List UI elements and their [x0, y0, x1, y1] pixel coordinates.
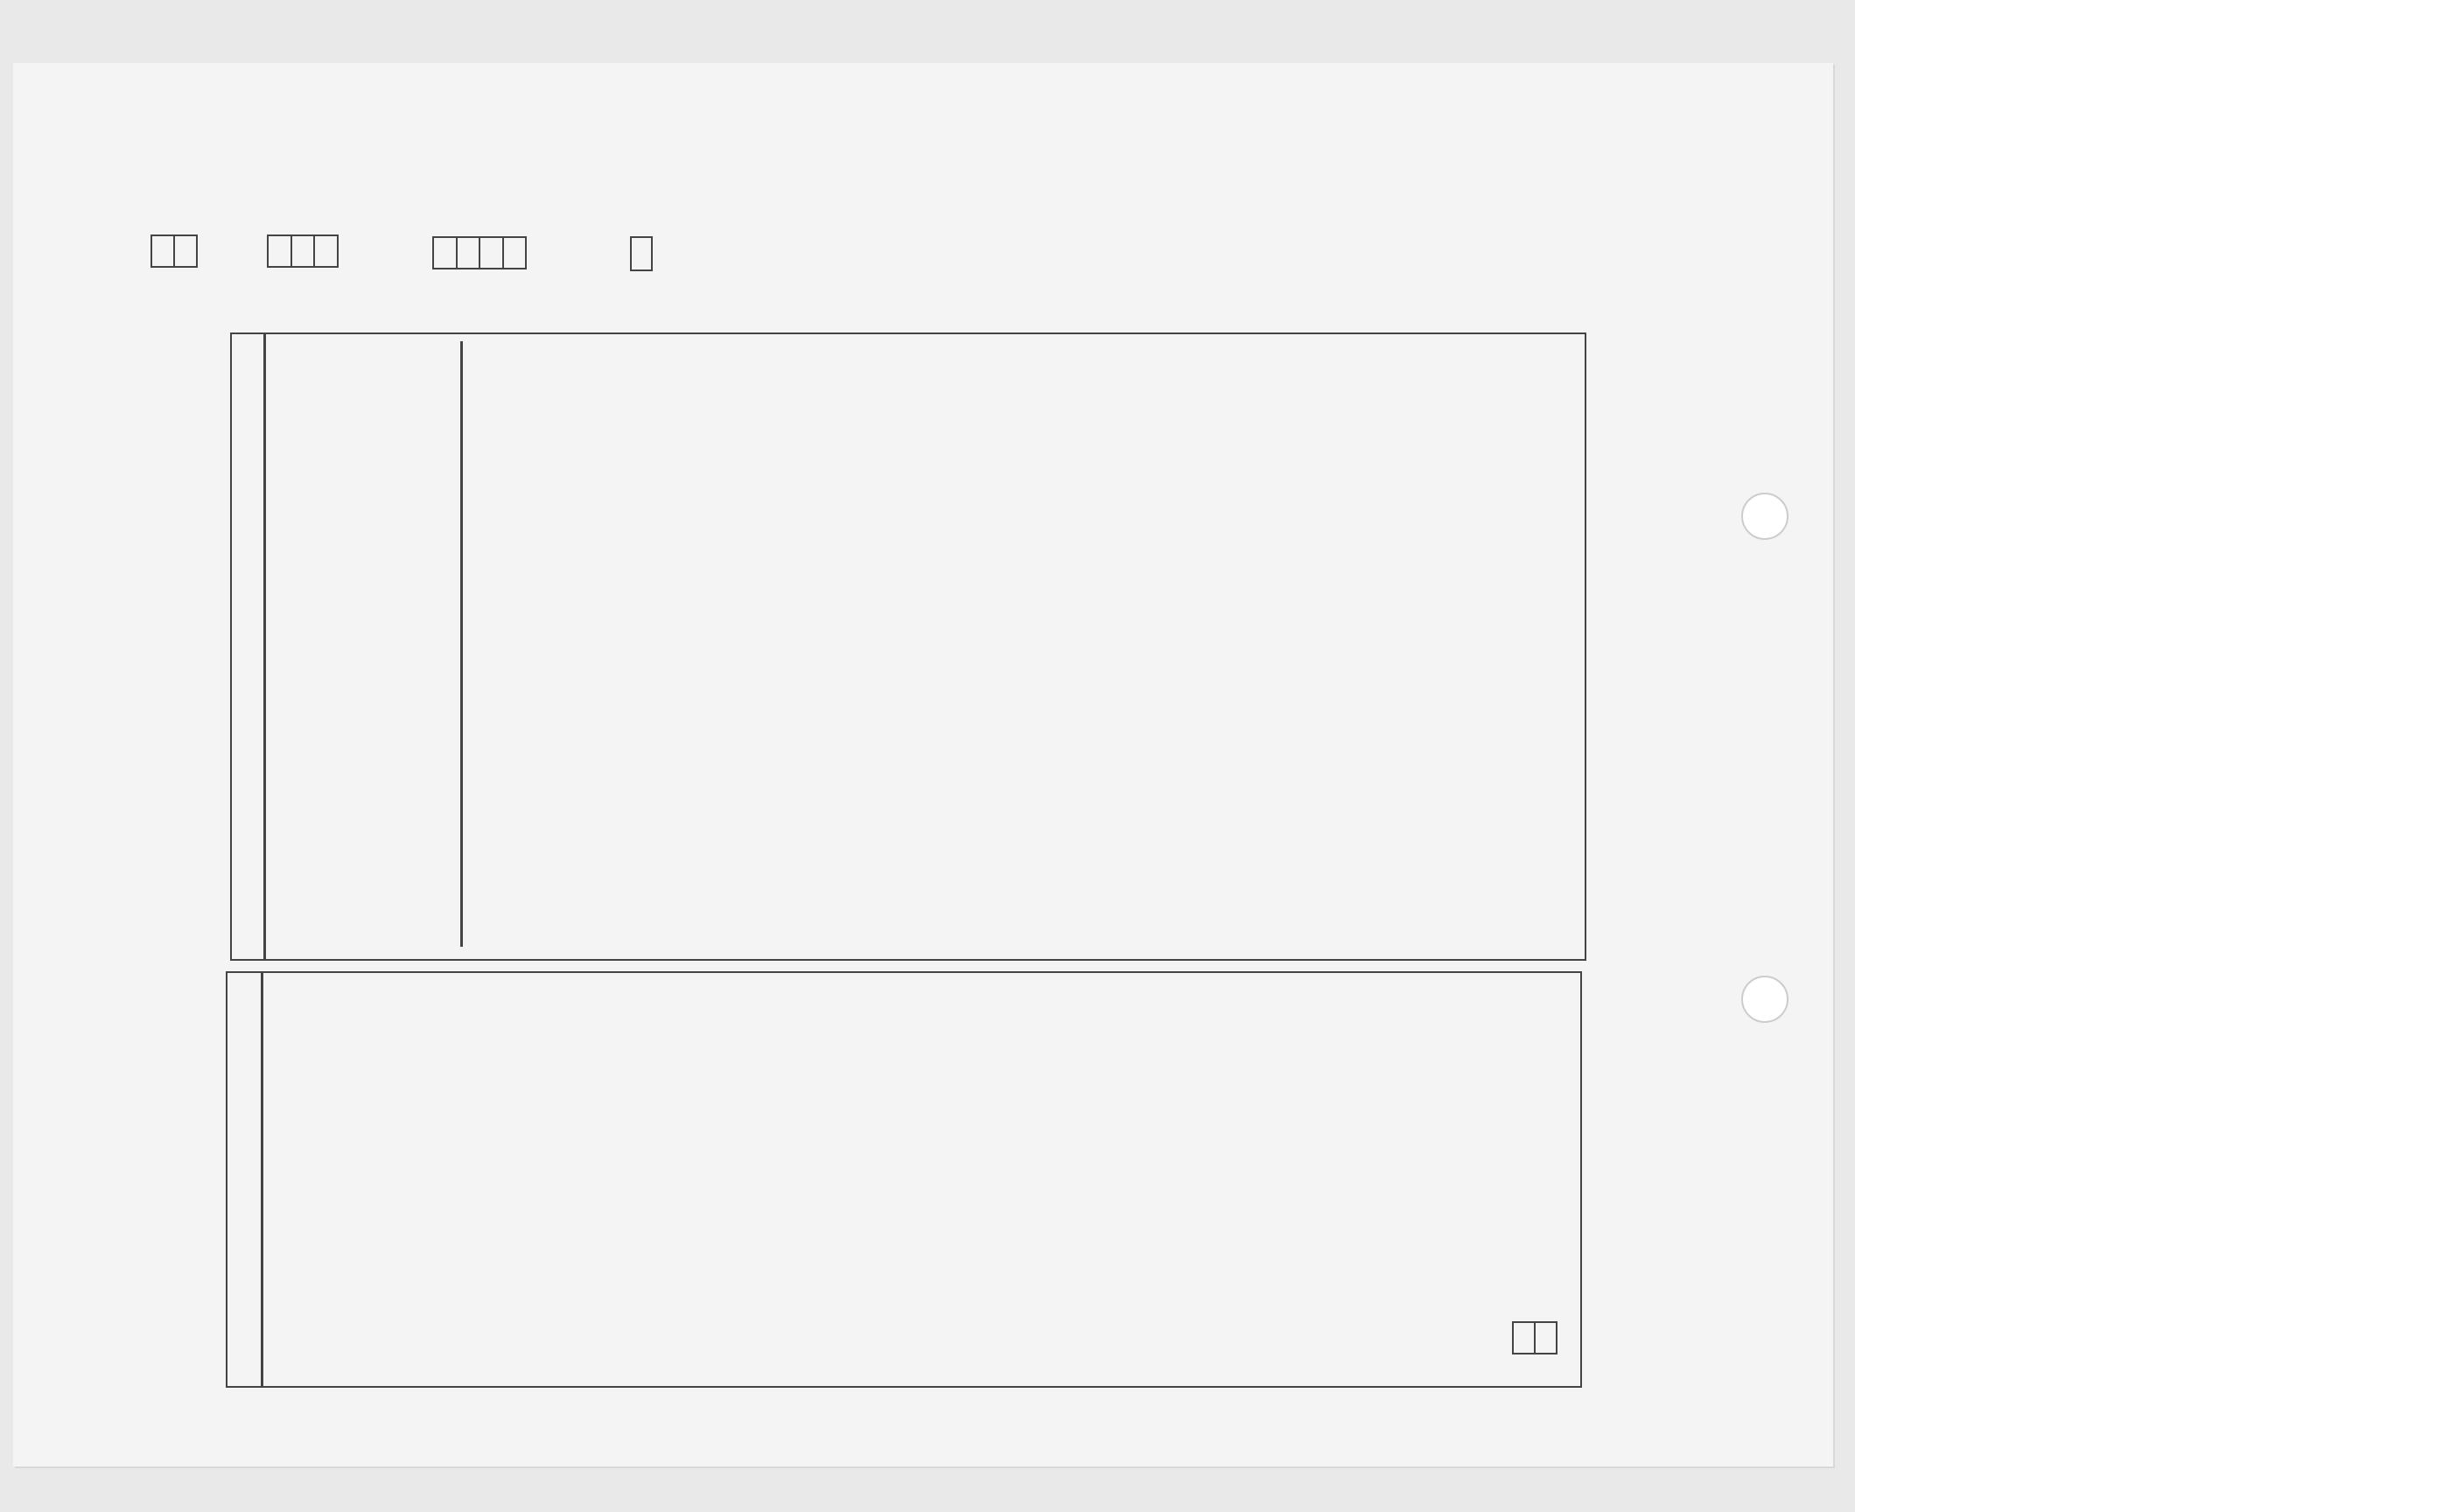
punch-hole-top	[1741, 493, 1788, 540]
grades-commodity-divider	[460, 341, 463, 947]
probability-frame	[226, 971, 1582, 1388]
record-id-first-digit-box	[630, 236, 653, 271]
state-boxes	[150, 234, 198, 268]
grades-frame	[230, 332, 1586, 961]
grades-frame-inner-line	[263, 332, 266, 961]
sequence-boxes	[432, 236, 527, 270]
probability-frame-inner-line	[261, 971, 263, 1388]
county-boxes	[267, 234, 339, 268]
punch-hole-bottom	[1741, 976, 1788, 1023]
year-boxes	[1512, 1321, 1558, 1354]
